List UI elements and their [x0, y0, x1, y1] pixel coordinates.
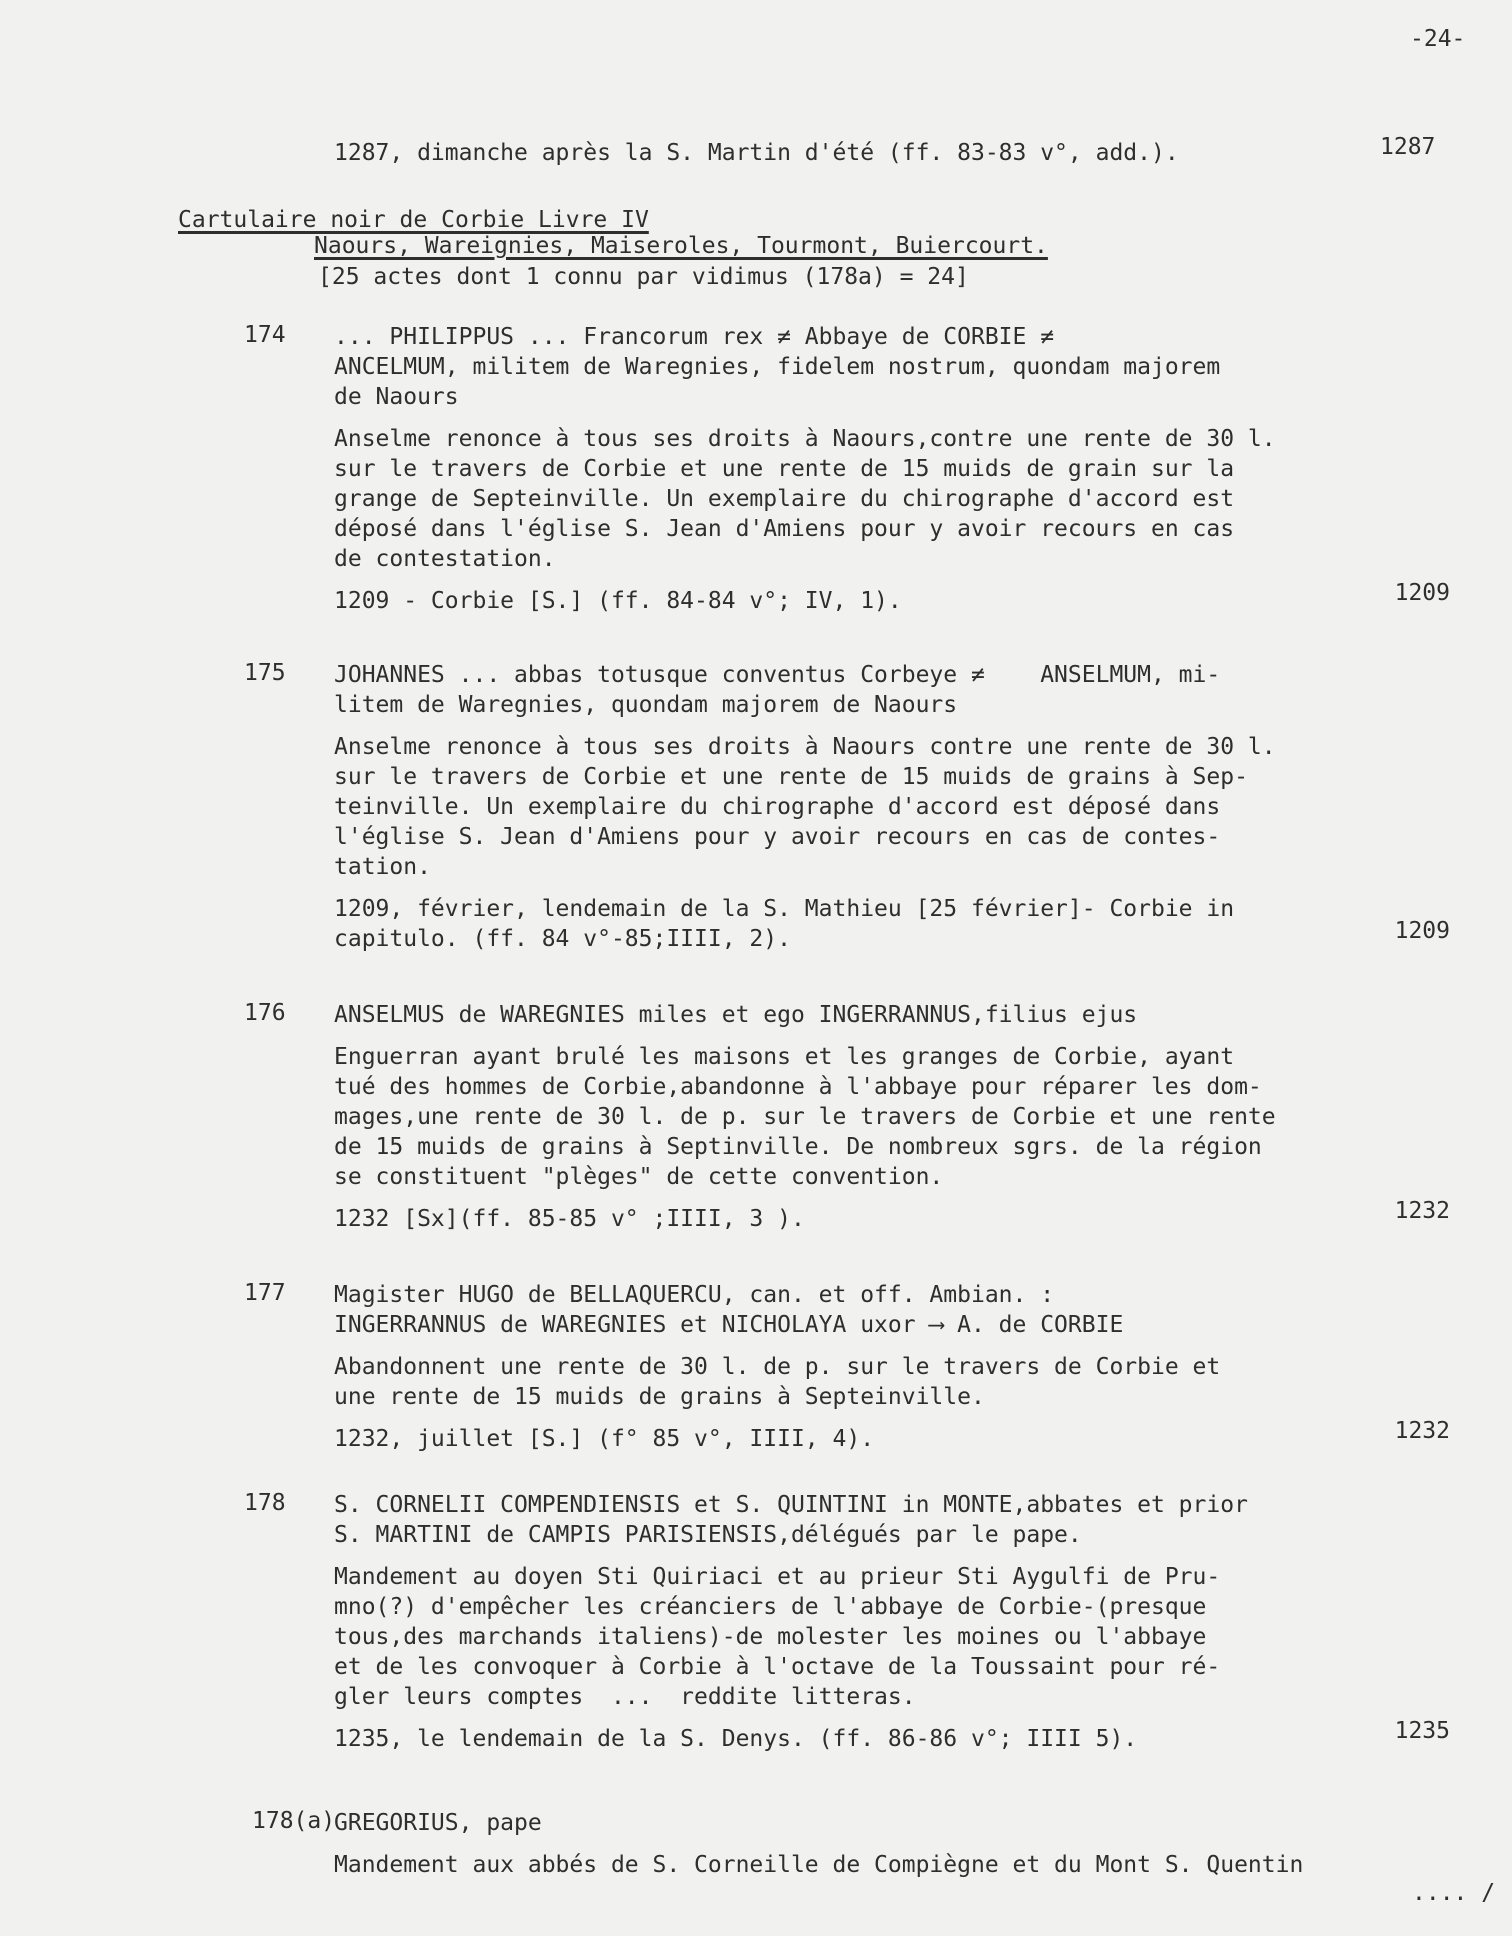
entry-heading-line: Magister HUGO de BELLAQUERCU, can. et off. Ambian. :: [334, 1282, 1055, 1308]
entry-summary-line: gler leurs comptes ... reddite litteras.: [334, 1684, 916, 1710]
entry-heading-line: ANCELMUM, militem de Waregnies, fidelem nostrum, quondam majorem: [334, 354, 1221, 380]
entry-heading: [334, 1000, 1384, 1030]
entry-summary-line: de contestation.: [334, 546, 556, 572]
entry-summary-line: de 15 muids de grains à Septinville. De nombreux sgrs. de la région: [334, 1134, 1262, 1160]
entry-summary: [334, 1562, 1384, 1712]
entry-summary-line: Mandement au doyen Sti Quiriaci et au prieur Sti Aygulfi de Pru-: [334, 1564, 1221, 1590]
entry-summary-line: teinville. Un exemplaire du chirographe d'accord est déposé dans: [334, 794, 1221, 820]
entry-summary-line: sur le travers de Corbie et une rente de 15 muids de grain sur la: [334, 456, 1235, 482]
entry-heading-line: ... PHILIPPUS ... Francorum rex ≠ Abbaye de CORBIE ≠: [334, 324, 1055, 350]
entry-number: 178: [244, 1490, 286, 1516]
entry-summary-line: Anselme renonce à tous ses droits à Naours contre une rente de 30 l.: [334, 734, 1276, 760]
entry-summary-line: se constituent "plèges" de cette convention.: [334, 1164, 944, 1190]
entry-summary-line: et de les convoquer à Corbie à l'octave de la Toussaint pour ré-: [334, 1654, 1221, 1680]
entry-heading-line: INGERRANNUS de WAREGNIES et NICHOLAYA uxor ⟶ A. de CORBIE: [334, 1312, 1124, 1338]
section-places: Naours, Wareignies, Maiseroles, Tourmont, Buiercourt.: [314, 233, 1048, 259]
entry-heading-line: ANSELMUS de WAREGNIES miles et ego INGERRANNUS,filius ejus: [334, 1002, 1138, 1028]
entry-block: [334, 660, 1384, 954]
entry-heading: [334, 1808, 1384, 1838]
entry-heading-line: S. CORNELII COMPENDIENSIS et S. QUINTINI in MONTE,abbates et prior: [334, 1492, 1248, 1518]
entry-heading: [334, 1280, 1384, 1340]
entry-summary-line: grange de Septeinville. Un exemplaire du chirographe d'accord est: [334, 486, 1235, 512]
entry-date: [334, 1204, 1384, 1234]
entry-heading-line: GREGORIUS, pape: [334, 1810, 542, 1836]
continuation-mark: .... /: [1412, 1880, 1496, 1906]
entry-date-line: 1232 [Sx](ff. 85-85 v° ;IIII, 3 ).: [334, 1206, 805, 1232]
entry-number: 176: [244, 1000, 286, 1026]
entry-summary-line: tation.: [334, 854, 431, 880]
entry-date-line: 1232, juillet [S.] (f° 85 v°, IIII, 4).: [334, 1426, 875, 1452]
entry-year: 1232: [1394, 1418, 1450, 1444]
entry-summary: [334, 732, 1384, 882]
entry-heading: [334, 322, 1384, 412]
page-number: -24-: [1410, 26, 1466, 52]
entry-summary-line: sur le travers de Corbie et une rente de 15 muids de grains à Sep-: [334, 764, 1248, 790]
entry-summary-line: tué des hommes de Corbie,abandonne à l'abbaye pour réparer les dom-: [334, 1074, 1262, 1100]
entry-summary: [334, 424, 1384, 574]
entry-number: 174: [244, 322, 286, 348]
entry-summary-line: déposé dans l'église S. Jean d'Amiens pour y avoir recours en cas: [334, 516, 1235, 542]
entry-year: 1209: [1394, 918, 1450, 944]
entry-date-line: 1209, février, lendemain de la S. Mathieu [25 février]- Corbie in: [334, 896, 1235, 922]
entry-year: 1232: [1394, 1198, 1450, 1224]
entry-summary: [334, 1042, 1384, 1192]
entry-date-line: capitulo. (ff. 84 v°-85;IIII, 2).: [334, 926, 791, 952]
entry-heading: [334, 1490, 1384, 1550]
entry-summary-line: Mandement aux abbés de S. Corneille de Compiègne et du Mont S. Quentin: [334, 1852, 1304, 1878]
entry-date-line: 1209 - Corbie [S.] (ff. 84-84 v°; IV, 1).: [334, 588, 902, 614]
entry-block: [334, 322, 1384, 616]
entry-block: [334, 1000, 1384, 1234]
entry-heading-line: JOHANNES ... abbas totusque conventus Corbeye ≠ ANSELMUM, mi-: [334, 662, 1221, 688]
entry-date: [334, 1424, 1384, 1454]
entry-summary-line: Anselme renonce à tous ses droits à Naours,contre une rente de 30 l.: [334, 426, 1276, 452]
section-title: Cartulaire noir de Corbie Livre IV: [178, 207, 649, 233]
entry-date: [334, 894, 1384, 954]
entry-heading: [334, 660, 1384, 720]
intro-year: 1287: [1380, 134, 1436, 160]
entry-year: 1235: [1394, 1718, 1450, 1744]
entry-summary-line: Abandonnent une rente de 30 l. de p. sur le travers de Corbie et: [334, 1354, 1221, 1380]
entry-block: [334, 1280, 1384, 1454]
entry-year: 1209: [1394, 580, 1450, 606]
entry-date: [334, 1724, 1384, 1754]
entry-block: [334, 1490, 1384, 1754]
entry-summary: [334, 1850, 1384, 1880]
section-count-note: [25 actes dont 1 connu par vidimus (178a) = 24]: [318, 264, 969, 290]
entry-summary-line: Enguerran ayant brulé les maisons et les granges de Corbie, ayant: [334, 1044, 1235, 1070]
entry-summary-line: mages,une rente de 30 l. de p. sur le travers de Corbie et une rente: [334, 1104, 1276, 1130]
entry-heading-line: de Naours: [334, 384, 459, 410]
intro-line: 1287, dimanche après la S. Martin d'été (ff. 83-83 v°, add.).: [334, 140, 1179, 166]
entry-summary-line: une rente de 15 muids de grains à Septeinville.: [334, 1384, 985, 1410]
entry-number: 178(a): [252, 1808, 336, 1834]
entry-summary: [334, 1352, 1384, 1412]
entry-heading-line: S. MARTINI de CAMPIS PARISIENSIS,délégués par le pape.: [334, 1522, 1082, 1548]
entry-summary-line: tous,des marchands italiens)-de molester les moines ou l'abbaye: [334, 1624, 1207, 1650]
entry-date: [334, 586, 1384, 616]
entry-date-line: 1235, le lendemain de la S. Denys. (ff. 86-86 v°; IIII 5).: [334, 1726, 1138, 1752]
entry-block: [334, 1808, 1384, 1880]
entry-number: 177: [244, 1280, 286, 1306]
entry-heading-line: litem de Waregnies, quondam majorem de Naours: [334, 692, 958, 718]
entry-summary-line: mno(?) d'empêcher les créanciers de l'abbaye de Corbie-(presque: [334, 1594, 1207, 1620]
entry-summary-line: l'église S. Jean d'Amiens pour y avoir recours en cas de contes-: [334, 824, 1221, 850]
entry-number: 175: [244, 660, 286, 686]
